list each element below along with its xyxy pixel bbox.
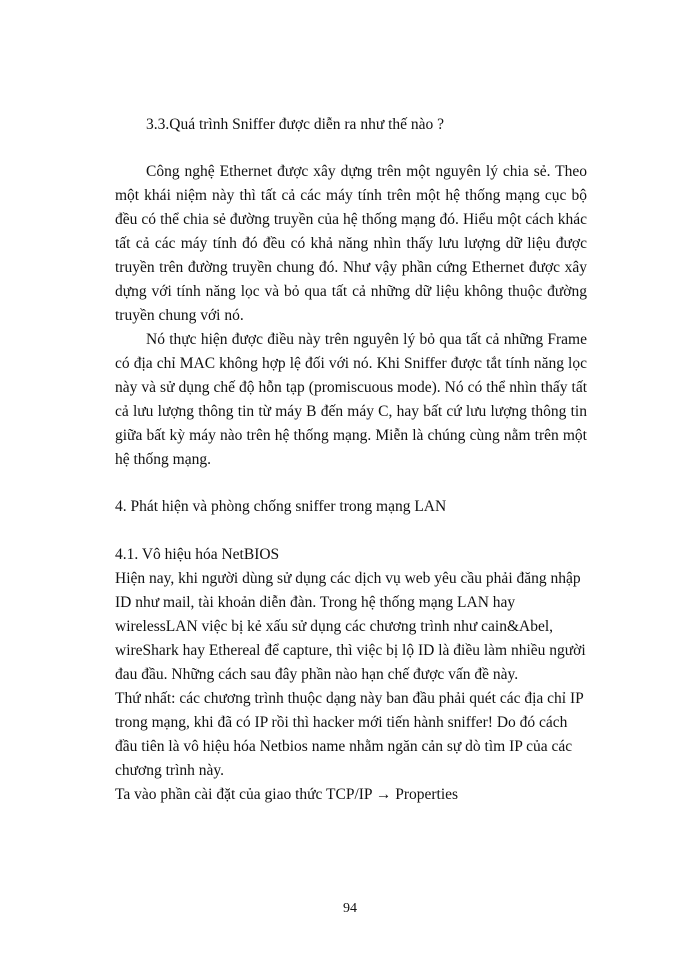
paragraph-1-line-4: tất cả các máy tính đó đều có khả năng nhìn thấy lưu lượng dữ liệu được bbox=[115, 235, 587, 252]
section-4-1-line-2: ID như mail, tài khoản diễn đàn. Trong hệ thống mạng LAN hay bbox=[115, 594, 516, 611]
paragraph-1-line-2: một khái niệm này thì tất cả các máy tính trên một hệ thống mạng cục bộ bbox=[115, 187, 587, 204]
section-4-1-line-4: wireShark hay Ethereal để capture, thì việc bị lộ ID là điều làm nhiều người bbox=[115, 642, 586, 659]
section-heading-4: 4. Phát hiện và phòng chống sniffer trong mạng LAN bbox=[115, 498, 447, 515]
paragraph-2-line-4: cả lưu lượng thông tin từ máy B đến máy C, hay bất cứ lưu lượng thông tin bbox=[115, 403, 587, 420]
section-4-1-line-7: trong mạng, khi đã có IP rồi thì hacker mới tiến hành sniffer! Do đó cách bbox=[115, 714, 568, 731]
paragraph-2-line-2: có địa chỉ MAC không hợp lệ đối với nó. Khi Sniffer được tắt tính năng lọc bbox=[115, 355, 587, 372]
paragraph-2-line-5: giữa bất kỳ máy nào trên hệ thống mạng. Miễn là chúng cùng nằm trên một bbox=[115, 427, 587, 444]
section-4-1-line-1: Hiện nay, khi người dùng sử dụng các dịch vụ web yêu cầu phải đăng nhập bbox=[115, 570, 581, 587]
paragraph-1-line-6: dựng với tính năng lọc và bỏ qua tất cả những dữ liệu không thuộc đường bbox=[115, 283, 587, 300]
section-4-1-line-6: Thứ nhất: các chương trình thuộc dạng này ban đầu phải quét các địa chỉ IP bbox=[115, 690, 584, 707]
paragraph-1-line-1: Công nghệ Ethernet được xây dựng trên một nguyên lý chia sẻ. Theo bbox=[146, 163, 587, 180]
section-4-1-line-3: wirelessLAN việc bị kẻ xấu sử dụng các chương trình như cain&Abel, bbox=[115, 618, 554, 635]
section-4-1-line-5: đau đầu. Những cách sau đây phần nào hạn chế được vấn đề này. bbox=[115, 666, 519, 683]
section-4-1-line-9: chương trình này. bbox=[115, 762, 224, 779]
section-4-1-line-8: đầu tiên là vô hiệu hóa Netbios name nhằm ngăn cản sự dò tìm IP của các bbox=[115, 738, 573, 755]
paragraph-1-line-3: đều có thể chia sẻ đường truyền của hệ thống mạng đó. Hiểu một cách khác bbox=[115, 211, 587, 228]
page-number: 94 bbox=[343, 901, 357, 916]
paragraph-1-line-5: truyền trên đường truyền chung đó. Như vậy phần cứng Ethernet được xây bbox=[115, 259, 587, 276]
section-heading-3-3: 3.3.Quá trình Sniffer được diễn ra như thế nào ? bbox=[146, 116, 445, 133]
section-4-1-line-10: Ta vào phần cài đặt của giao thức TCP/IP → Properties bbox=[115, 786, 459, 803]
paragraph-2-line-6: hệ thống mạng. bbox=[115, 451, 211, 468]
paragraph-1-line-7: truyền chung với nó. bbox=[115, 307, 244, 324]
paragraph-2-line-1: Nó thực hiện được điều này trên nguyên lý bỏ qua tất cả những Frame bbox=[146, 331, 587, 348]
section-heading-4-1: 4.1. Vô hiệu hóa NetBIOS bbox=[115, 546, 280, 563]
paragraph-2-line-3: này và sử dụng chế độ hỗn tạp (promiscuous mode). Nó có thể nhìn thấy tất bbox=[115, 379, 587, 396]
